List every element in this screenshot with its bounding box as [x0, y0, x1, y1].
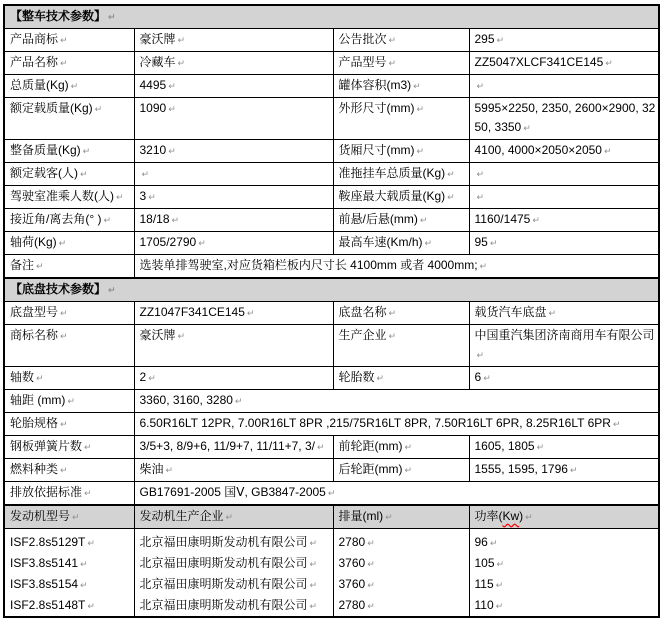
cell-text: 罐体容积(m3) ↵ [339, 78, 421, 92]
engine-manufacturers-cell [134, 529, 333, 618]
engine-powers-cell [469, 529, 659, 618]
param-label [4, 459, 134, 482]
param-label [333, 29, 469, 52]
param-label [333, 98, 469, 140]
param-label [4, 140, 134, 163]
param-label [4, 436, 134, 459]
cell-text [475, 78, 485, 92]
cell-text [475, 166, 485, 180]
engine-displacement [339, 532, 467, 553]
param-label [4, 482, 134, 506]
cell-text: 产品商标 ↵ [10, 32, 68, 46]
param-label [333, 75, 469, 98]
cell-text: 产品型号 ↵ [339, 55, 397, 69]
cell-text: 柴油 ↵ [140, 462, 174, 476]
param-value [469, 140, 659, 163]
param-label [4, 75, 134, 98]
cell-text: 4495 ↵ [140, 78, 176, 92]
cell-text: ISF3.8s5154 ↵ [10, 577, 88, 591]
cell-text: 5995×2250, 2350, 2600×2900, 3250, 3350 ↵ [475, 101, 656, 134]
cell-text: 95 ↵ [475, 235, 498, 249]
power-label-post: ) [519, 509, 524, 523]
cell-text: 2 ↵ [140, 370, 156, 384]
cell-text: 北京福田康明斯发动机有限公司 ↵ [140, 556, 318, 570]
cell-text: 后轮距(mm) ↵ [339, 462, 413, 476]
param-label [4, 255, 134, 279]
cell-text: 产品名称 ↵ [10, 55, 68, 69]
cell-text: 燃料种类 ↵ [10, 462, 68, 476]
engine-manufacturer [140, 574, 331, 595]
cell-text: 1090 ↵ [140, 101, 176, 115]
row-approach-angle [4, 209, 659, 232]
column-header: 发动机生产企业 ↵ [140, 509, 234, 523]
param-value [134, 413, 659, 436]
row-trademark-name [4, 325, 659, 367]
cell-text: 轴数 ↵ [10, 370, 44, 384]
param-label [333, 367, 469, 390]
engine-displacements-cell [333, 529, 469, 618]
engine-power [475, 553, 657, 574]
engine-header-displacement [333, 505, 469, 529]
cell-text: 整备质量(Kg) ↵ [10, 143, 90, 157]
cell-text: 轴距 (mm) ↵ [10, 393, 75, 407]
param-value [134, 186, 333, 209]
cell-text: 外形尺寸(mm) ↵ [339, 101, 425, 115]
cell-text [475, 189, 485, 203]
param-value [469, 98, 659, 140]
param-value [134, 98, 333, 140]
param-label [4, 232, 134, 255]
cell-text: 总质量(Kg) ↵ [10, 78, 78, 92]
param-value [134, 459, 333, 482]
cell-text: 底盘型号 ↵ [10, 305, 68, 319]
param-label [333, 52, 469, 75]
param-value [134, 163, 333, 186]
param-value [469, 367, 659, 390]
cell-text: 3760 ↵ [339, 577, 375, 591]
param-label [4, 98, 134, 140]
param-value [469, 232, 659, 255]
engine-manufacturer [140, 553, 331, 574]
row-total-mass [4, 75, 659, 98]
cell-text: 轮胎数 ↵ [339, 370, 385, 384]
cell-text: 驾驶室准乘人数(人) ↵ [10, 189, 124, 203]
param-label [4, 413, 134, 436]
spec-document [3, 4, 660, 618]
cell-text: 冷藏车 ↵ [140, 55, 186, 69]
param-value [469, 209, 659, 232]
section-title-cell [4, 5, 659, 29]
row-remarks [4, 255, 659, 279]
param-value [134, 75, 333, 98]
cell-text: 轮胎规格 ↵ [10, 416, 68, 430]
cell-text [140, 166, 150, 180]
param-label [333, 436, 469, 459]
param-value [134, 436, 333, 459]
cell-text: 18/18 ↵ [140, 212, 180, 226]
column-header [475, 509, 533, 523]
param-value [469, 163, 659, 186]
param-label [4, 325, 134, 367]
row-axle-load [4, 232, 659, 255]
cell-text: ZZ1047F341CE145 ↵ [140, 305, 255, 319]
column-header: 发动机型号 ↵ [10, 509, 80, 523]
param-value [469, 186, 659, 209]
param-label [4, 302, 134, 325]
engine-data-row [4, 529, 659, 618]
cell-text: 1555, 1595, 1796 ↵ [475, 462, 578, 476]
row-curb-weight [4, 140, 659, 163]
row-emission-standard [4, 482, 659, 506]
param-label [333, 163, 469, 186]
cell-text: 货厢尺寸(mm) ↵ [339, 143, 425, 157]
cell-text: 最高车速(Km/h) ↵ [339, 235, 433, 249]
cell-text: 2780 ↵ [339, 598, 375, 612]
param-value [469, 302, 659, 325]
cell-text: 底盘名称 ↵ [339, 305, 397, 319]
cell-text: 3 ↵ [140, 189, 156, 203]
cell-text: 准拖挂车总质量(Kg) ↵ [339, 166, 455, 180]
param-value [469, 52, 659, 75]
engine-manufacturer [140, 532, 331, 553]
engine-power [475, 595, 657, 616]
section-header-vehicle [4, 5, 659, 29]
row-axle-count [4, 367, 659, 390]
param-value [469, 29, 659, 52]
cell-text: 1605, 1805 ↵ [475, 439, 545, 453]
cell-text: 96 ↵ [475, 535, 498, 549]
cell-text: 中国重汽集团济南商用车有限公司 ↵ [475, 328, 655, 361]
param-label [4, 163, 134, 186]
cell-text: ISF2.8s5148T ↵ [10, 598, 95, 612]
cell-text: 3/5+3, 8/9+6, 11/9+7, 11/11+7, 3/ ↵ [140, 439, 325, 453]
param-value [134, 29, 333, 52]
param-value [134, 302, 333, 325]
row-chassis-model [4, 302, 659, 325]
engine-model [10, 574, 132, 595]
cell-text: GB17691-2005 国Ⅴ, GB3847-2005 ↵ [140, 485, 336, 499]
row-fuel-type [4, 459, 659, 482]
param-label [4, 29, 134, 52]
row-product-trademark [4, 29, 659, 52]
engine-header-row [4, 505, 659, 529]
cell-text: 豪沃牌 ↵ [140, 32, 186, 46]
param-value [134, 140, 333, 163]
cell-text: 钢板弹簧片数 ↵ [10, 439, 92, 453]
section-title: 【整车技术参数】 ↵ [10, 9, 116, 23]
cell-text: 6.50R16LT 12PR, 7.00R16LT 8PR ,215/75R16LT 8PR, 7.50R16LT 6PR, 8.25R16LT 6PR ↵ [140, 416, 621, 430]
cell-text: 轴荷(Kg) ↵ [10, 235, 66, 249]
engine-model [10, 553, 132, 574]
engine-model [10, 595, 132, 616]
param-value [134, 390, 659, 413]
cell-text: 3760 ↵ [339, 556, 375, 570]
param-value [134, 52, 333, 75]
param-label [4, 186, 134, 209]
row-tire-spec [4, 413, 659, 436]
cell-text: 选装单排驾驶室,对应货箱栏板内尺寸长 4100mm 或者 4000mm; ↵ [140, 258, 488, 272]
row-rated-load [4, 98, 659, 140]
row-product-name [4, 52, 659, 75]
cell-text: 北京福田康明斯发动机有限公司 ↵ [140, 535, 318, 549]
cell-text: 3210 ↵ [140, 143, 176, 157]
engine-displacement [339, 595, 467, 616]
param-value [134, 367, 333, 390]
param-label [4, 209, 134, 232]
cell-text: 豪沃牌 ↵ [140, 328, 186, 342]
engine-manufacturer [140, 595, 331, 616]
engine-power [475, 574, 657, 595]
cell-text: ISF2.8s5129T ↵ [10, 535, 95, 549]
cell-text: 鞍座最大载质量(Kg) ↵ [339, 189, 455, 203]
cell-text: 额定载客(人) ↵ [10, 166, 88, 180]
param-value [469, 325, 659, 367]
param-value [469, 436, 659, 459]
engine-power [475, 532, 657, 553]
cell-text: 3360, 3160, 3280 ↵ [140, 393, 243, 407]
row-leaf-springs [4, 436, 659, 459]
engine-models-cell [4, 529, 134, 618]
cell-text: 4100, 4000×2050×2050 ↵ [475, 143, 612, 157]
param-label [333, 459, 469, 482]
engine-displacement [339, 574, 467, 595]
cell-text: 载货汽车底盘 ↵ [475, 305, 557, 319]
param-label [333, 186, 469, 209]
cell-text: 110 ↵ [475, 598, 504, 612]
cell-text: 北京福田康明斯发动机有限公司 ↵ [140, 577, 318, 591]
row-cab-seating [4, 186, 659, 209]
param-value [134, 482, 659, 506]
param-label [333, 325, 469, 367]
cell-text: 2780 ↵ [339, 535, 375, 549]
power-label-kw: Kw [502, 509, 520, 523]
row-rated-passengers [4, 163, 659, 186]
cell-text: 额定载质量(Kg) ↵ [10, 101, 102, 115]
engine-displacement [339, 553, 467, 574]
param-label [333, 209, 469, 232]
section-title-cell [4, 278, 659, 302]
cell-text: 295 ↵ [475, 32, 505, 46]
cell-text: 排放依据标准 ↵ [10, 485, 92, 499]
param-value [469, 75, 659, 98]
param-label [4, 52, 134, 75]
param-value [134, 209, 333, 232]
row-wheelbase [4, 390, 659, 413]
engine-header-manufacturer [134, 505, 333, 529]
param-label [4, 367, 134, 390]
cell-text: 商标名称 ↵ [10, 328, 68, 342]
cell-text: 前轮距(mm) ↵ [339, 439, 413, 453]
param-label [4, 390, 134, 413]
cell-text: 备注 ↵ [10, 258, 44, 272]
section-title: 【底盘技术参数】 ↵ [10, 282, 116, 296]
param-value [134, 255, 659, 279]
cell-text: 接近角/离去角(° ) ↵ [10, 212, 111, 226]
cell-text: 公告批次 ↵ [339, 32, 397, 46]
cell-text: ZZ5047XLCF341CE145 ↵ [475, 55, 613, 69]
cell-text: 1705/2790 ↵ [140, 235, 206, 249]
section-header-chassis [4, 278, 659, 302]
param-label [333, 140, 469, 163]
cell-text: ISF3.8s5141 ↵ [10, 556, 88, 570]
cell-text: 北京福田康明斯发动机有限公司 ↵ [140, 598, 318, 612]
param-label [333, 232, 469, 255]
cell-text: 115 ↵ [475, 577, 504, 591]
cell-text: 105 ↵ [475, 556, 505, 570]
param-value [134, 232, 333, 255]
spec-table [3, 4, 660, 618]
cell-text: 1160/1475 ↵ [475, 212, 540, 226]
engine-header-model [4, 505, 134, 529]
cell-text: 前悬/后悬(mm) ↵ [339, 212, 428, 226]
param-label [333, 302, 469, 325]
cell-text: 6 ↵ [475, 370, 491, 384]
param-value [134, 325, 333, 367]
engine-header-power [469, 505, 659, 529]
power-label-pre: 功率( [474, 509, 503, 523]
cell-text: 生产企业 ↵ [339, 328, 397, 342]
column-header: 排量(ml) ↵ [339, 509, 393, 523]
engine-model [10, 532, 132, 553]
param-value [469, 459, 659, 482]
